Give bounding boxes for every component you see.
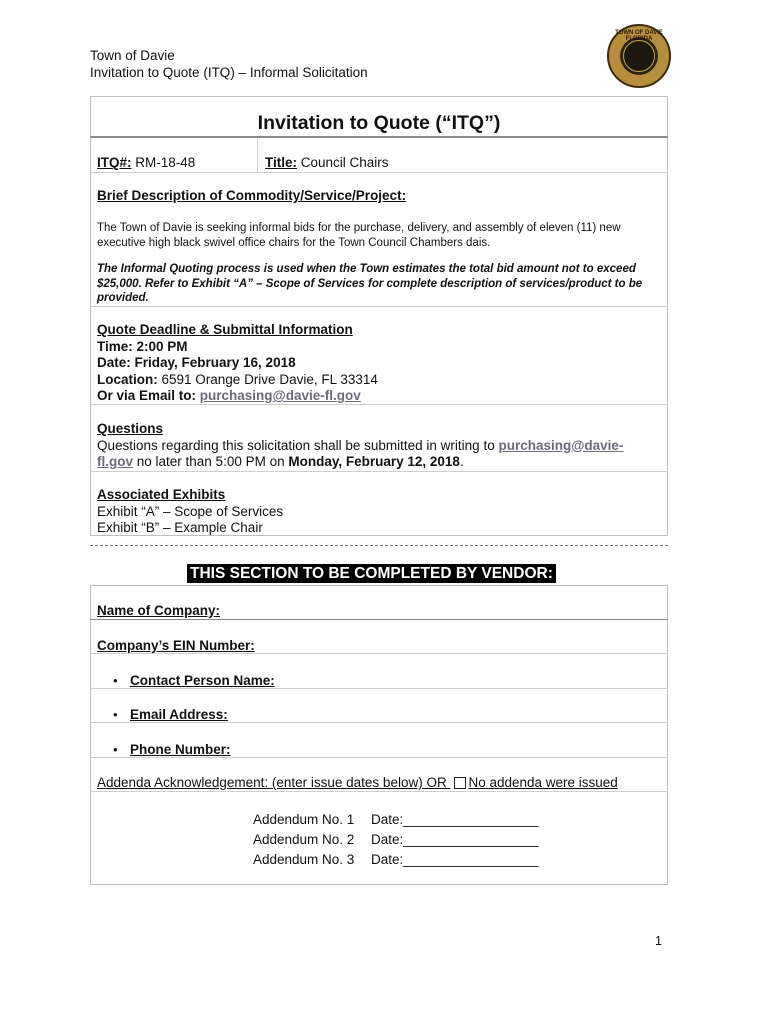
bullet-icon: •	[113, 673, 118, 688]
brief-heading: Brief Description of Commodity/Service/Project:	[97, 188, 407, 203]
row-divider	[90, 791, 668, 792]
page-number: 1	[655, 934, 662, 948]
seal-label: TOWN OF DAVIE FLORIDA	[615, 30, 663, 42]
questions-text-1: Questions regarding this solicitation shall be submitted in writing to	[97, 437, 499, 453]
deadline-location	[97, 372, 378, 389]
questions-block	[97, 421, 657, 471]
exhibits-block	[97, 487, 283, 537]
deadline-time: Time: 2:00 PM	[97, 338, 188, 354]
header-subtitle: Invitation to Quote (ITQ) – Informal Solicitation	[90, 65, 368, 80]
header-town: Town of Davie	[90, 48, 175, 63]
row-divider	[90, 471, 668, 472]
addendum-row	[253, 810, 538, 830]
row-divider	[90, 688, 668, 689]
addenda-acknowledgement	[97, 775, 618, 792]
questions-email-link-cont[interactable]: fl.gov	[97, 454, 133, 469]
itq-value: RM-18-48	[131, 155, 196, 170]
title-label: Title:	[265, 155, 298, 170]
row-divider	[90, 722, 668, 723]
row-divider	[90, 653, 668, 654]
itq-col-divider	[257, 138, 258, 173]
exhibits-heading: Associated Exhibits	[97, 487, 226, 502]
exhibit-b: Exhibit “B” – Example Chair	[97, 520, 263, 535]
vendor-section-heading: THIS SECTION TO BE COMPLETED BY VENDOR:	[187, 564, 556, 583]
addendum-label: Addendum No. 1	[253, 812, 355, 827]
questions-date: Monday, February 12, 2018	[288, 454, 460, 469]
deadline-date: Date: Friday, February 16, 2018	[97, 355, 296, 370]
contact-person-field[interactable]: Contact Person Name:	[130, 673, 275, 688]
brief-text: The Town of Davie is seeking informal bids for the purchase, delivery, and assembly of eleven (11) new executive high black swivel office chairs for the Town Council Chambers dais.	[97, 222, 621, 249]
itq-title	[265, 155, 389, 172]
location-label: Location:	[97, 371, 158, 387]
questions-text-2: no later than 5:00 PM on	[133, 454, 289, 469]
questions-line-2	[97, 454, 657, 471]
addendum-label: Addendum No. 3	[253, 852, 355, 867]
deadline-heading: Quote Deadline & Submittal Information	[97, 322, 353, 337]
addendum-row	[253, 830, 538, 850]
informal-note: The Informal Quoting process is used when the Town estimates the total bid amount not to exceed $25,000. Refer to Exhibit “A” – Scope of Services for complete description of services/product to be provided.	[97, 263, 643, 304]
email-label: Or via Email to:	[97, 388, 200, 403]
deadline-block	[97, 322, 378, 405]
phone-number-field[interactable]: Phone Number:	[130, 742, 231, 757]
exhibit-a: Exhibit “A” – Scope of Services	[97, 503, 284, 519]
bullet-icon: •	[113, 742, 118, 757]
deadline-email	[97, 388, 378, 405]
title-divider	[90, 136, 668, 138]
row-divider	[90, 619, 668, 620]
bullet-icon: •	[113, 707, 118, 722]
addenda-text: Addenda Acknowledgement: (enter issue dates below) OR	[97, 775, 451, 790]
itq-number	[97, 155, 195, 172]
location-value: 6591 Orange Drive Davie, FL 33314	[157, 371, 378, 387]
questions-email-link[interactable]: purchasing@davie-	[498, 437, 624, 453]
ein-field[interactable]: Company’s EIN Number:	[97, 638, 255, 653]
addendum-date-field[interactable]: Date:__________________	[371, 852, 539, 867]
addendum-label: Addendum No. 2	[253, 832, 355, 847]
questions-heading: Questions	[97, 421, 164, 436]
no-addenda-label: No addenda were issued	[468, 775, 618, 790]
purchasing-email-link[interactable]: purchasing@davie-fl.gov	[199, 388, 361, 403]
company-name-field[interactable]: Name of Company:	[97, 603, 221, 618]
itq-label: ITQ#:	[97, 155, 132, 170]
addendum-date-field[interactable]: Date:__________________	[371, 812, 539, 827]
addendum-row	[253, 850, 538, 870]
no-addenda-checkbox[interactable]	[454, 777, 466, 789]
title-value: Council Chairs	[297, 155, 389, 170]
seal-center	[623, 40, 655, 72]
row-divider	[90, 757, 668, 758]
addenda-list	[253, 810, 538, 870]
row-divider	[90, 306, 668, 307]
email-address-field[interactable]: Email Address:	[130, 707, 228, 722]
questions-line-1	[97, 438, 657, 455]
section-separator	[90, 545, 668, 546]
town-seal-logo	[607, 24, 671, 88]
row-divider	[90, 172, 668, 173]
questions-end: .	[459, 454, 464, 469]
page-title: Invitation to Quote (“ITQ”)	[257, 112, 501, 134]
row-divider	[90, 404, 668, 405]
addendum-date-field[interactable]: Date:__________________	[371, 832, 539, 847]
